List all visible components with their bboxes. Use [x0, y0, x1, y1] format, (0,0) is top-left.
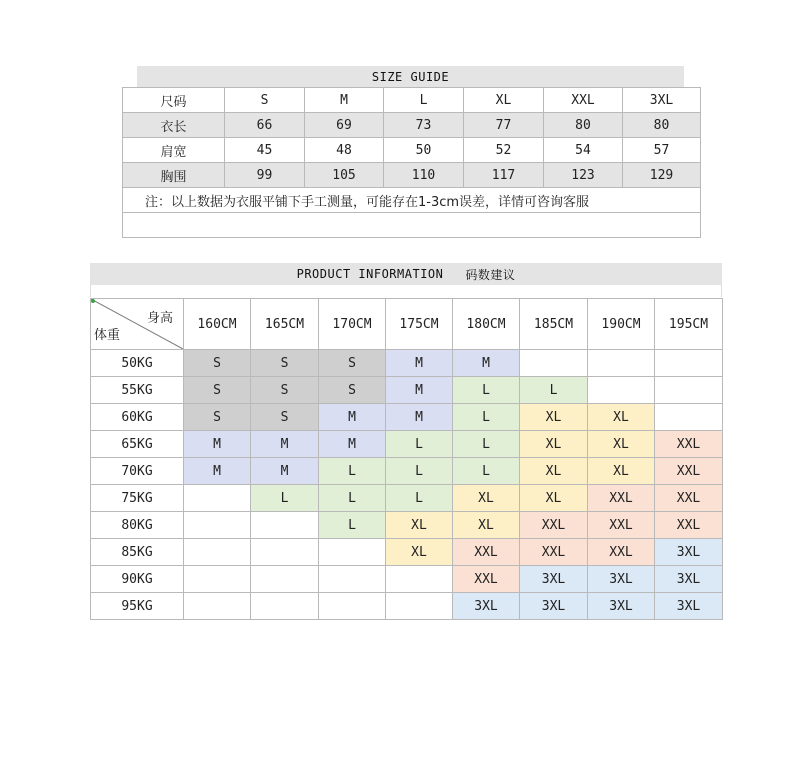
- size-recommendation-cell: S: [251, 377, 319, 404]
- size-guide-row: [123, 113, 701, 138]
- size-recommendation-cell: [184, 512, 251, 539]
- size-recommendation-cell: XL: [588, 431, 655, 458]
- weight-row: [91, 458, 723, 485]
- weight-label: 75KG: [91, 485, 184, 512]
- size-recommendation-cell: XL: [386, 539, 453, 566]
- size-recommendation-cell: XL: [520, 404, 588, 431]
- size-header-cell: 3XL: [623, 88, 701, 113]
- size-recommendation-cell: L: [520, 377, 588, 404]
- size-recommendation-cell: S: [184, 404, 251, 431]
- measure-value: 69: [305, 113, 384, 138]
- size-recommendation-cell: 3XL: [520, 566, 588, 593]
- measure-value: 52: [464, 138, 544, 163]
- size-recommendation-cell: XL: [588, 404, 655, 431]
- size-recommendation-cell: S: [319, 350, 386, 377]
- weight-row: [91, 593, 723, 620]
- size-recommendation-cell: XXL: [655, 458, 723, 485]
- size-recommendation-cell: S: [319, 377, 386, 404]
- size-guide-note-row: [123, 188, 701, 213]
- size-recommendation-cell: [251, 539, 319, 566]
- size-recommendation-cell: L: [386, 458, 453, 485]
- empty-cell: [123, 213, 701, 238]
- size-recommendation-cell: L: [453, 377, 520, 404]
- size-guide-table: [122, 87, 701, 238]
- size-recommendation-cell: M: [453, 350, 520, 377]
- size-header-cell: M: [305, 88, 384, 113]
- size-guide-header-row: [123, 88, 701, 113]
- size-recommendation-cell: M: [386, 350, 453, 377]
- size-recommendation-cell: XL: [520, 431, 588, 458]
- size-recommendation-cell: XXL: [655, 431, 723, 458]
- size-recommendation-cell: [251, 512, 319, 539]
- product-info-title-bar: [90, 263, 722, 285]
- weight-label: 85KG: [91, 539, 184, 566]
- size-recommendation-cell: XXL: [453, 539, 520, 566]
- size-recommendation-cell: [386, 593, 453, 620]
- size-recommendation-cell: S: [184, 350, 251, 377]
- weight-row: [91, 566, 723, 593]
- measure-value: 50: [384, 138, 464, 163]
- weight-row: [91, 404, 723, 431]
- measure-value: 66: [225, 113, 305, 138]
- size-recommendation-cell: XXL: [655, 485, 723, 512]
- height-header-cell: 190CM: [588, 299, 655, 350]
- size-recommendation-cell: M: [184, 431, 251, 458]
- size-recommendation-cell: 3XL: [520, 593, 588, 620]
- weight-row: [91, 377, 723, 404]
- height-header-cell: 170CM: [319, 299, 386, 350]
- measure-value: 80: [544, 113, 623, 138]
- weight-row: [91, 539, 723, 566]
- measure-value: 105: [305, 163, 384, 188]
- weight-label: 90KG: [91, 566, 184, 593]
- size-recommendation-cell: [520, 350, 588, 377]
- size-recommendation-cell: L: [251, 485, 319, 512]
- weight-label: 55KG: [91, 377, 184, 404]
- weight-axis-label: 体重: [94, 328, 121, 343]
- weight-label: 70KG: [91, 458, 184, 485]
- size-recommendation-cell: L: [453, 458, 520, 485]
- size-recommendation-cell: M: [319, 404, 386, 431]
- size-recommendation-cell: XL: [520, 458, 588, 485]
- size-recommendation-cell: XXL: [520, 539, 588, 566]
- product-info-title-cn: 码数建议: [465, 267, 516, 282]
- product-info-title-en: PRODUCT INFORMATION: [296, 267, 444, 281]
- height-header-row: [91, 299, 723, 350]
- size-recommendation-cell: [184, 485, 251, 512]
- measure-value: 99: [225, 163, 305, 188]
- size-recommendation-cell: XL: [520, 485, 588, 512]
- size-recommendation-cell: [386, 566, 453, 593]
- size-recommendation-cell: S: [251, 350, 319, 377]
- size-header-cell: XXL: [544, 88, 623, 113]
- size-guide-title-bar: [137, 66, 684, 87]
- size-recommendation-cell: M: [386, 377, 453, 404]
- size-recommendation-cell: 3XL: [588, 566, 655, 593]
- title-bar-spacer: [90, 285, 722, 297]
- weight-label: 65KG: [91, 431, 184, 458]
- size-header-cell: XL: [464, 88, 544, 113]
- size-recommendation-cell: M: [251, 431, 319, 458]
- size-recommendation-cell: M: [386, 404, 453, 431]
- size-recommendation-cell: M: [251, 458, 319, 485]
- size-recommendation-cell: [319, 593, 386, 620]
- height-header-cell: 175CM: [386, 299, 453, 350]
- corner-header: [91, 299, 184, 350]
- size-recommendation-cell: [655, 377, 723, 404]
- size-recommendation-cell: [251, 566, 319, 593]
- size-recommendation-cell: L: [319, 485, 386, 512]
- size-recommendation-cell: S: [184, 377, 251, 404]
- size-recommendation-cell: [319, 539, 386, 566]
- weight-row: [91, 512, 723, 539]
- size-recommendation-cell: [588, 350, 655, 377]
- size-recommendation-cell: [251, 593, 319, 620]
- size-guide-row: [123, 138, 701, 163]
- weight-label: 95KG: [91, 593, 184, 620]
- height-header-cell: 165CM: [251, 299, 319, 350]
- size-recommendation-cell: L: [453, 431, 520, 458]
- size-recommendation-cell: 3XL: [655, 566, 723, 593]
- size-recommendation-cell: XXL: [655, 512, 723, 539]
- measure-value: 123: [544, 163, 623, 188]
- size-recommendation-cell: [184, 593, 251, 620]
- size-recommendation-cell: [588, 377, 655, 404]
- size-recommendation-cell: M: [319, 431, 386, 458]
- size-recommendation-cell: XL: [386, 512, 453, 539]
- measure-label: 肩宽: [123, 138, 225, 163]
- size-recommendation-cell: M: [184, 458, 251, 485]
- measure-value: 110: [384, 163, 464, 188]
- size-guide-row: [123, 163, 701, 188]
- size-recommendation-cell: 3XL: [453, 593, 520, 620]
- size-recommendation-cell: L: [386, 431, 453, 458]
- measure-value: 129: [623, 163, 701, 188]
- size-header-cell: L: [384, 88, 464, 113]
- measure-value: 73: [384, 113, 464, 138]
- size-recommendation-cell: XL: [453, 485, 520, 512]
- height-header-cell: 160CM: [184, 299, 251, 350]
- measure-value: 48: [305, 138, 384, 163]
- measure-value: 57: [623, 138, 701, 163]
- measure-value: 45: [225, 138, 305, 163]
- weight-row: [91, 431, 723, 458]
- size-recommendation-cell: XXL: [453, 566, 520, 593]
- size-recommendation-cell: S: [251, 404, 319, 431]
- measure-value: 77: [464, 113, 544, 138]
- size-recommendation-cell: 3XL: [655, 539, 723, 566]
- size-recommendation-cell: [655, 350, 723, 377]
- size-header-cell: 尺码: [123, 88, 225, 113]
- size-recommendation-cell: [184, 566, 251, 593]
- weight-label: 50KG: [91, 350, 184, 377]
- size-recommendation-cell: 3XL: [655, 593, 723, 620]
- size-header-cell: S: [225, 88, 305, 113]
- size-recommendation-cell: [184, 539, 251, 566]
- measure-label: 衣长: [123, 113, 225, 138]
- size-recommendation-cell: 3XL: [588, 593, 655, 620]
- size-recommendation-cell: L: [319, 512, 386, 539]
- measure-value: 80: [623, 113, 701, 138]
- size-recommendation-cell: XXL: [588, 512, 655, 539]
- weight-row: [91, 350, 723, 377]
- size-recommendation-cell: [655, 404, 723, 431]
- measurement-note: 注：以上数据为衣服平铺下手工测量，可能存在1-3cm误差，详情可咨询客服: [123, 188, 701, 213]
- size-recommendation-cell: L: [319, 458, 386, 485]
- size-recommendation-cell: L: [453, 404, 520, 431]
- size-recommendation-cell: [319, 566, 386, 593]
- size-recommendation-cell: XXL: [588, 539, 655, 566]
- weight-label: 60KG: [91, 404, 184, 431]
- size-recommendation-cell: XXL: [588, 485, 655, 512]
- height-header-cell: 180CM: [453, 299, 520, 350]
- measure-value: 54: [544, 138, 623, 163]
- size-recommendation-table: [90, 298, 723, 620]
- height-axis-label: 身高: [146, 311, 173, 326]
- measure-label: 胸围: [123, 163, 225, 188]
- size-recommendation-cell: L: [386, 485, 453, 512]
- weight-row: [91, 485, 723, 512]
- height-header-cell: 185CM: [520, 299, 588, 350]
- measure-value: 117: [464, 163, 544, 188]
- weight-label: 80KG: [91, 512, 184, 539]
- size-recommendation-cell: XL: [588, 458, 655, 485]
- height-header-cell: 195CM: [655, 299, 723, 350]
- size-recommendation-cell: XL: [453, 512, 520, 539]
- size-guide-title: SIZE GUIDE: [371, 69, 450, 84]
- size-guide-empty-row: [123, 213, 701, 238]
- size-recommendation-cell: XXL: [520, 512, 588, 539]
